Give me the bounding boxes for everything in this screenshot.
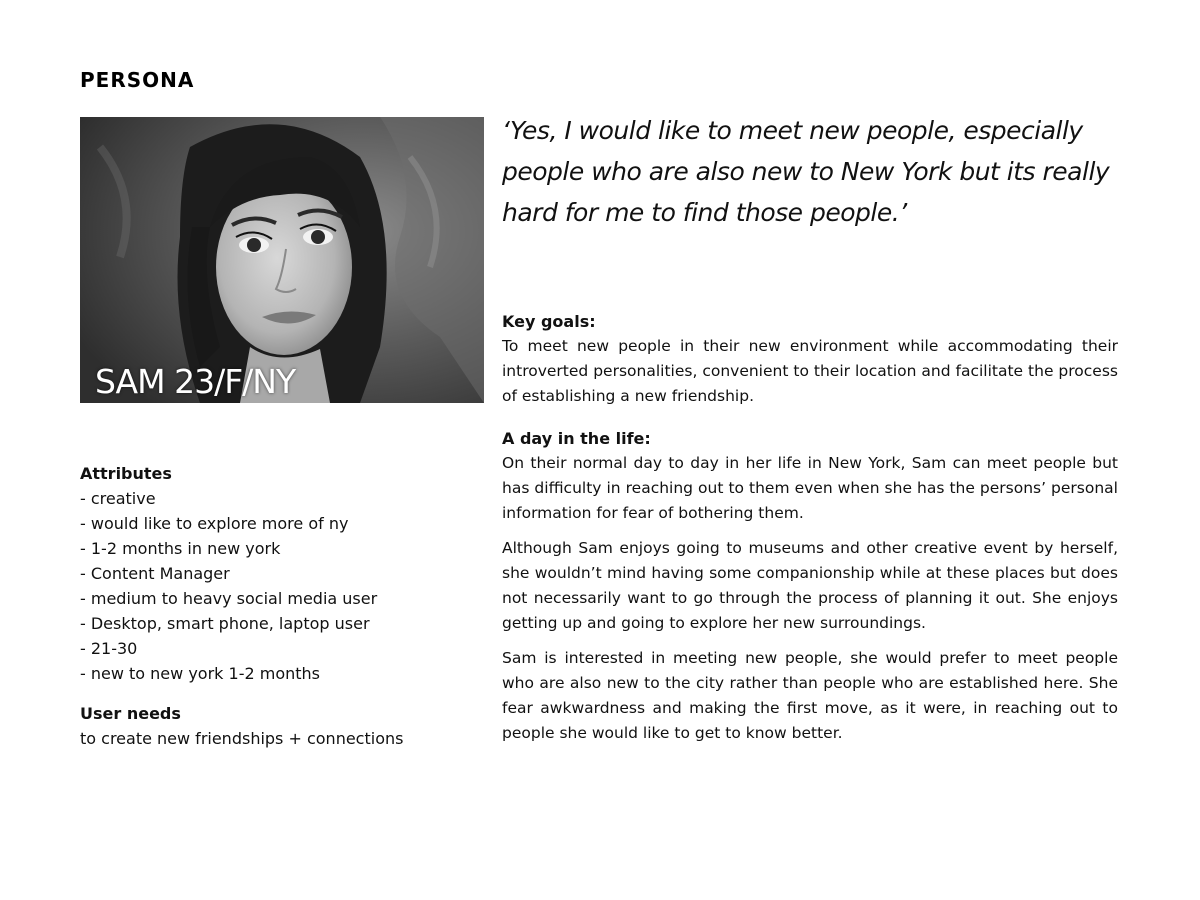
key-goals-title: Key goals: [502,312,596,331]
persona-caption: SAM 23/F/NY [95,362,296,401]
attribute-item: - Desktop, smart phone, laptop user [80,614,370,633]
attribute-item: - medium to heavy social media user [80,589,378,608]
left-column [80,461,480,751]
persona-portrait-image [80,117,484,403]
day-in-life-section [502,426,1118,746]
persona-quote: ‘Yes, I would like to meet new people, especially people who are also new to New York but its really hard for me to find those people.’ [502,116,1110,227]
attribute-item: - 1-2 months in new york [80,539,281,558]
attributes-title: Attributes [80,464,172,483]
persona-photo [80,117,484,403]
right-column [502,110,1118,742]
attribute-item: - new to new york 1-2 months [80,664,320,683]
day-in-life-paragraph: On their normal day to day in her life in New York, Sam can meet people but has difficulty in reaching out to them even when she has the persons’ personal information for fear of bothering them. [502,454,1118,522]
key-goals-section [502,309,1118,409]
key-goals-text: To meet new people in their new environment while accommodating their introverted personalities, convenient to their location and facilitate the process of establishing a new friendship. [502,337,1118,405]
user-needs-text: to create new friendships + connections [80,729,404,748]
attributes-list [80,486,480,686]
day-in-life-paragraph: Sam is interested in meeting new people, she would prefer to meet people who are also new to the city rather than people who are established here. She fear awkwardness and making the first move, as it were, in reaching out to people she would like to get to know better. [502,649,1118,742]
day-in-life-title: A day in the life: [502,429,651,448]
day-in-life-paragraph: Although Sam enjoys going to museums and other creative event by herself, she wouldn’t mind having some companionship while at these places but does not necessarily want to go through the process of planning it out. She enjoys getting up and going to explore her new surroundings. [502,539,1118,632]
page-heading: PERSONA [80,68,195,92]
attribute-item: - Content Manager [80,564,230,583]
attribute-item: - would like to explore more of ny [80,514,349,533]
attribute-item: - creative [80,489,156,508]
user-needs-title: User needs [80,704,181,723]
attribute-item: - 21-30 [80,639,138,658]
